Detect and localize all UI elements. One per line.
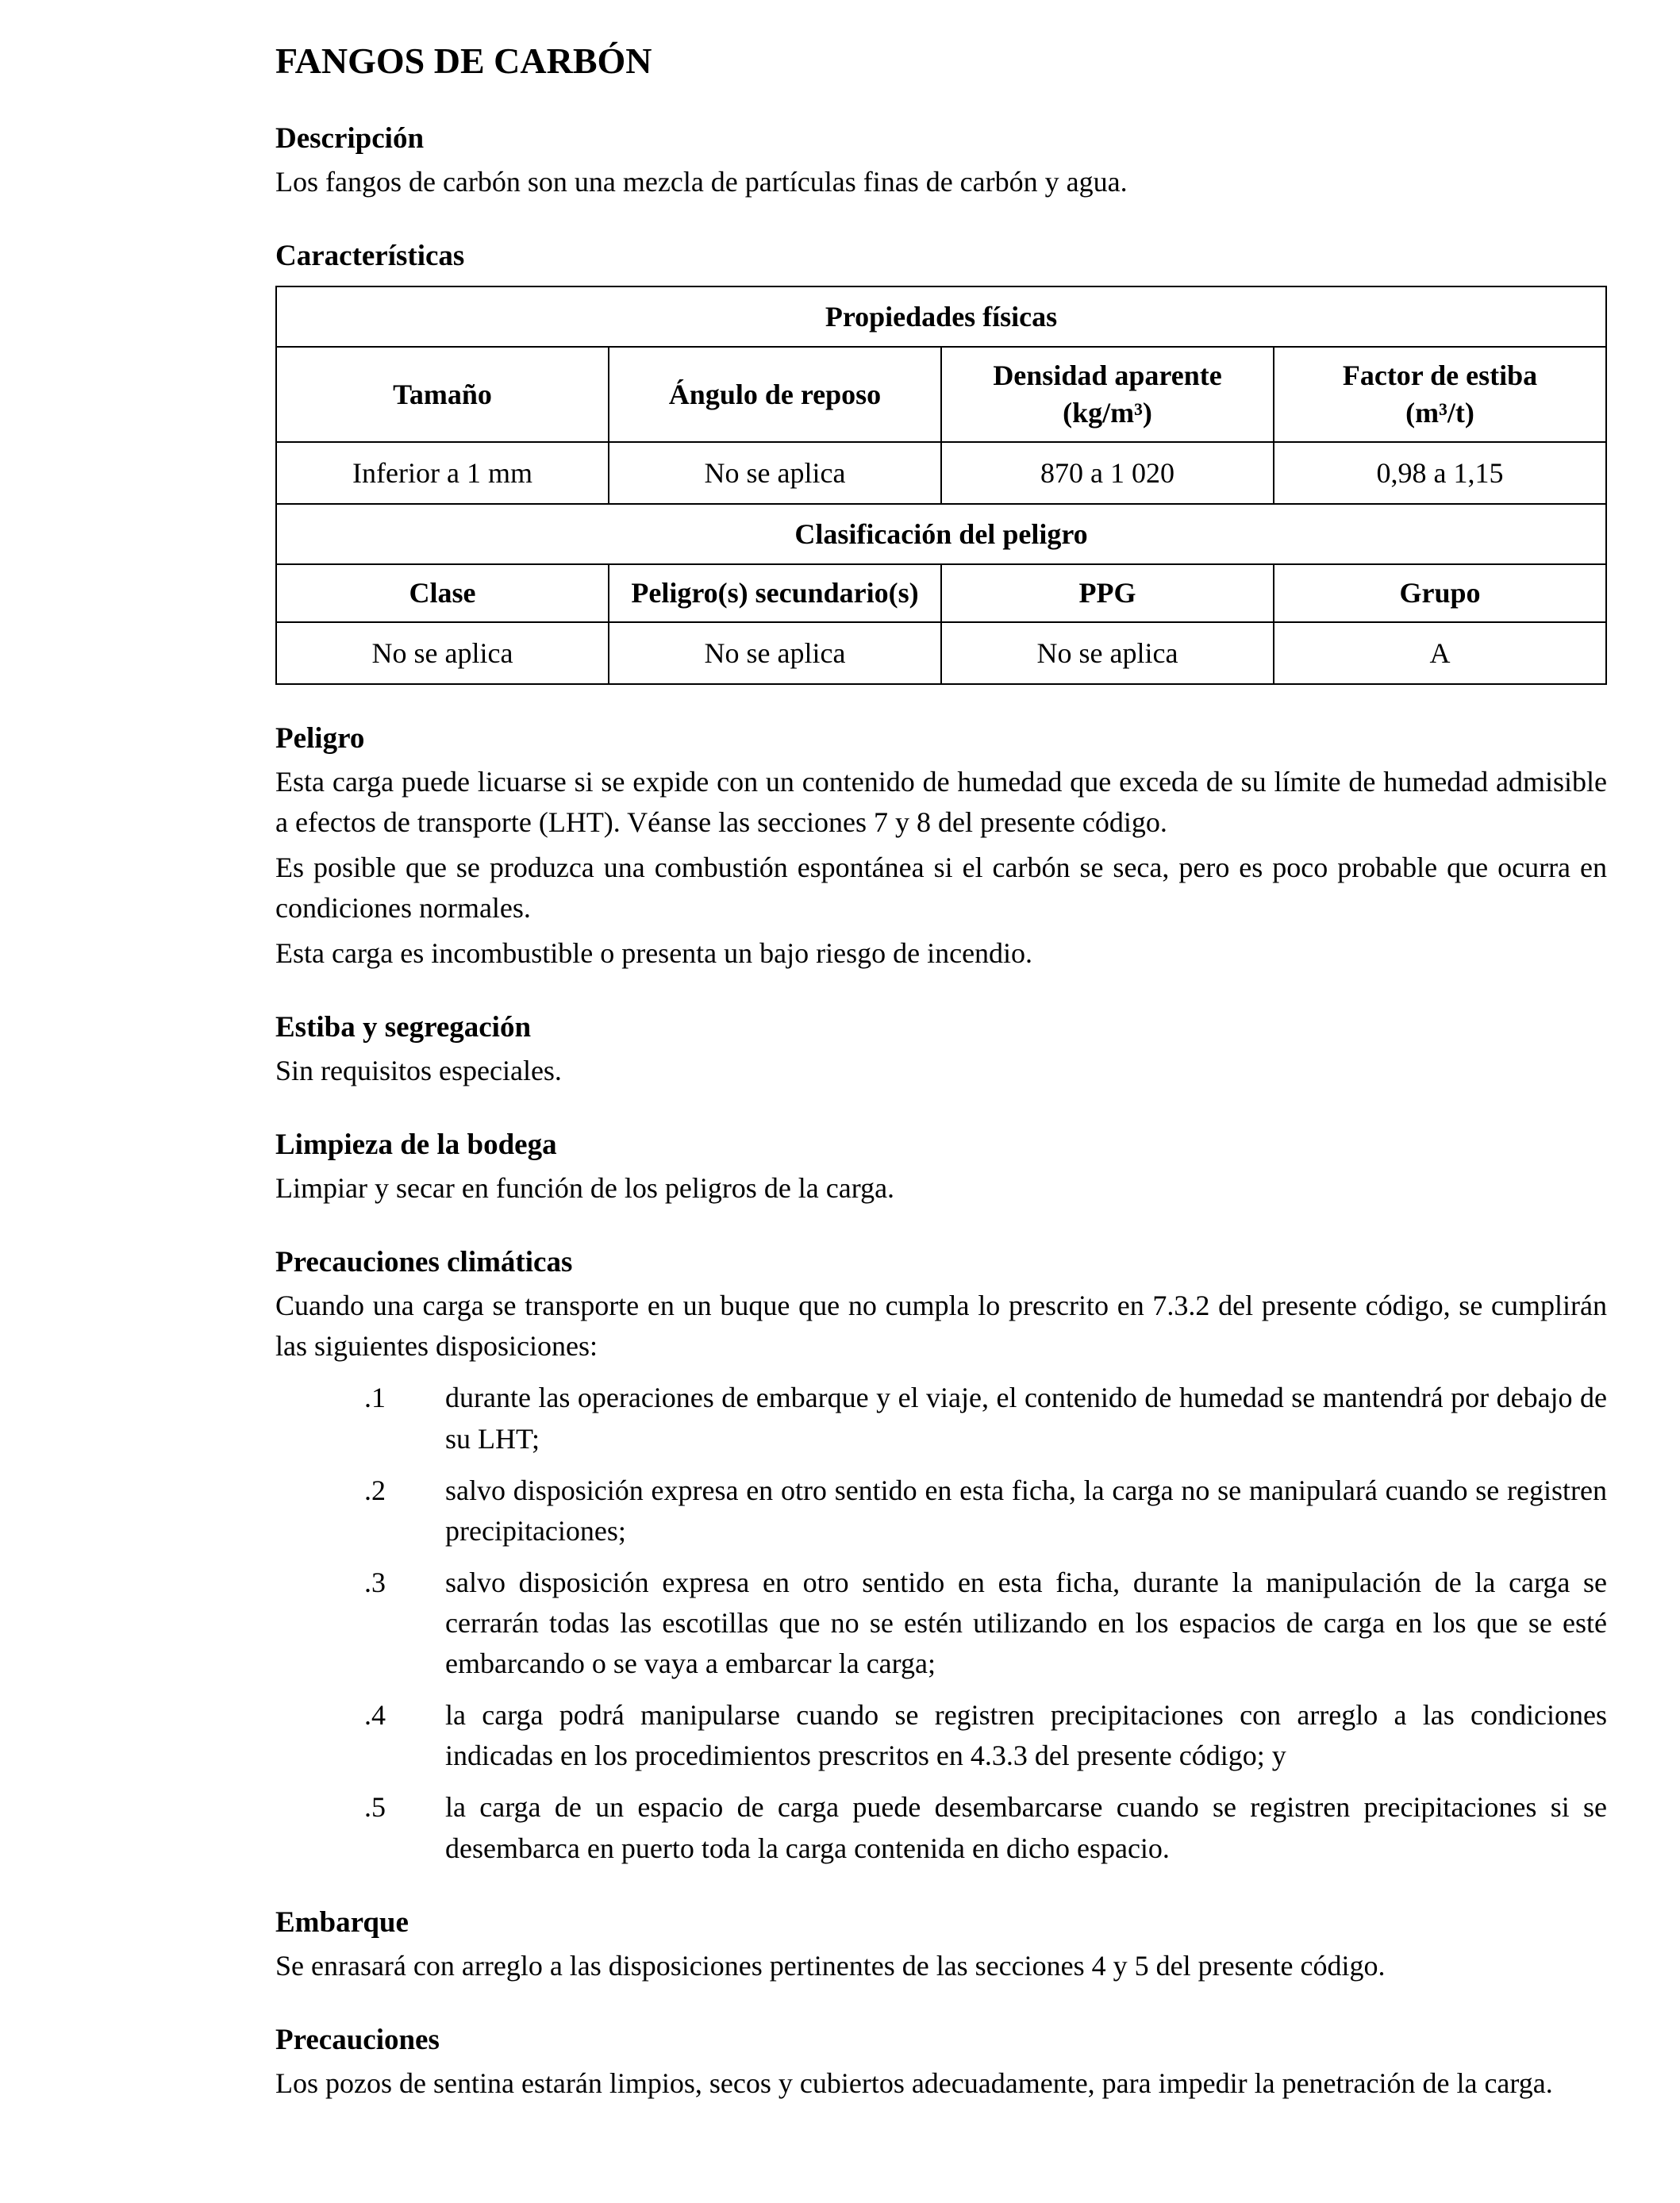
list-item: [275, 1695, 1607, 1776]
list-item: [275, 1563, 1607, 1684]
list-item-number: .3: [364, 1566, 386, 1598]
list-item: [275, 1787, 1607, 1868]
list-item-number: .4: [364, 1699, 386, 1732]
section-embarque: [275, 1905, 1607, 1986]
column-header-factor-estiba: [1274, 347, 1606, 442]
embarque-heading: Embarque: [275, 1905, 409, 1939]
peligro-heading: Peligro: [275, 721, 365, 755]
table-row-physical-headers: [276, 347, 1606, 442]
estiba-body: Sin requisitos especiales.: [275, 1055, 562, 1087]
list-item-number: .1: [364, 1382, 386, 1414]
climaticas-heading: Precauciones climáticas: [275, 1246, 573, 1279]
cell-grupo-value: A: [1274, 622, 1606, 684]
section-precauciones: [275, 2023, 1607, 2104]
list-item-number: .2: [364, 1474, 386, 1506]
column-header-label: Factor de estiba: [1342, 359, 1538, 392]
table-row-hazard-headers: [276, 564, 1606, 622]
cell-factor-estiba-value: 0,98 a 1,15: [1274, 442, 1606, 504]
section-caracteristicas: [275, 239, 1607, 684]
climaticas-provisions-list: [275, 1378, 1607, 1868]
estiba-heading: Estiba y segregación: [275, 1011, 532, 1044]
column-header-peligro-secundario: Peligro(s) secundario(s): [609, 564, 941, 622]
column-header-densidad-aparente: [941, 347, 1274, 442]
table-row-physical-title: [276, 286, 1606, 347]
peligro-paragraph: Esta carga es incombustible o presenta un bajo riesgo de incendio.: [275, 936, 1033, 969]
descripcion-heading: Descripción: [275, 122, 425, 155]
cell-angulo-reposo-value: No se aplica: [609, 442, 941, 504]
column-header-unit: (kg/m³): [1063, 396, 1152, 429]
cell-clase-value: No se aplica: [276, 622, 609, 684]
column-header-ppg: PPG: [941, 564, 1274, 622]
physical-properties-header: Propiedades físicas: [276, 286, 1606, 347]
column-header-angulo-reposo: [609, 347, 941, 442]
limpieza-heading: Limpieza de la bodega: [275, 1128, 557, 1162]
column-header-label: Tamaño: [393, 378, 492, 410]
list-item-text: la carga podrá manipularse cuando se registren precipitaciones con arreglo a las condiciones indicadas en los procedimientos prescritos en 4.3.3 del presente código; y: [445, 1699, 1607, 1772]
list-item-text: durante las operaciones de embarque y el viaje, el contenido de humedad se mantendrá por debajo de su LHT;: [445, 1382, 1607, 1455]
table-row-physical-values: [276, 442, 1606, 504]
list-item: [275, 1378, 1607, 1459]
embarque-body: Se enrasará con arreglo a las disposiciones pertinentes de las secciones 4 y 5 del presente código.: [275, 1949, 1386, 1982]
precauciones-heading: Precauciones: [275, 2023, 440, 2056]
section-peligro: [275, 721, 1607, 975]
cell-densidad-aparente-value: 870 a 1 020: [941, 442, 1274, 504]
section-limpieza-bodega: [275, 1128, 1607, 1209]
characteristics-table: [275, 286, 1607, 684]
climaticas-intro: Cuando una carga se transporte en un buque que no cumpla lo prescrito en 7.3.2 del presente código, se cumplirán las siguientes disposiciones:: [275, 1290, 1607, 1363]
list-item-number: .5: [364, 1791, 386, 1824]
page-title: FANGOS DE CARBÓN: [275, 40, 652, 81]
list-item-text: la carga de un espacio de carga puede desembarcarse cuando se registren precipitaciones si se desembarca en puerto toda la carga contenida en dicho espacio.: [445, 1791, 1607, 1864]
hazard-classification-header: Clasificación del peligro: [276, 504, 1606, 564]
descripcion-body: Los fangos de carbón son una mezcla de partículas finas de carbón y agua.: [275, 166, 1128, 198]
table-row-hazard-title: [276, 504, 1606, 564]
cell-ppg-value: No se aplica: [941, 622, 1274, 684]
cell-peligro-secundario-value: No se aplica: [609, 622, 941, 684]
column-header-tamano: [276, 347, 609, 442]
section-descripcion: [275, 121, 1607, 202]
caracteristicas-heading: Características: [275, 240, 465, 273]
section-estiba-segregacion: [275, 1010, 1607, 1091]
list-item-text: salvo disposición expresa en otro sentido en esta ficha, durante la manipulación de la carga se cerrarán todas las escotillas que no se estén utilizando en los espacios de carga en los que se esté embarcando o se vaya a embarcar la carga;: [445, 1566, 1607, 1680]
column-header-clase: Clase: [276, 564, 609, 622]
precauciones-body: Los pozos de sentina estarán limpios, secos y cubiertos adecuadamente, para impedir la penetración de la carga.: [275, 2067, 1553, 2099]
peligro-paragraph: Esta carga puede licuarse si se expide con un contenido de humedad que exceda de su límite de humedad admisible a efectos de transporte (LHT). Véanse las secciones 7 y 8 del presente código.: [275, 765, 1607, 838]
column-header-unit: (m³/t): [1405, 396, 1474, 429]
table-row-hazard-values: [276, 622, 1606, 684]
section-precauciones-climaticas: [275, 1245, 1607, 1868]
peligro-paragraph: Es posible que se produzca una combustión espontánea si el carbón se seca, pero es poco probable que ocurra en condiciones normales.: [275, 851, 1607, 924]
list-item-text: salvo disposición expresa en otro sentido en esta ficha, la carga no se manipulará cuando se registren precipitaciones;: [445, 1474, 1607, 1547]
limpieza-body: Limpiar y secar en función de los peligros de la carga.: [275, 1172, 895, 1205]
column-header-label: Densidad aparente: [993, 359, 1222, 392]
column-header-grupo: Grupo: [1274, 564, 1606, 622]
column-header-label: Ángulo de reposo: [668, 378, 882, 410]
list-item: [275, 1471, 1607, 1551]
cell-tamano-value: Inferior a 1 mm: [276, 442, 609, 504]
